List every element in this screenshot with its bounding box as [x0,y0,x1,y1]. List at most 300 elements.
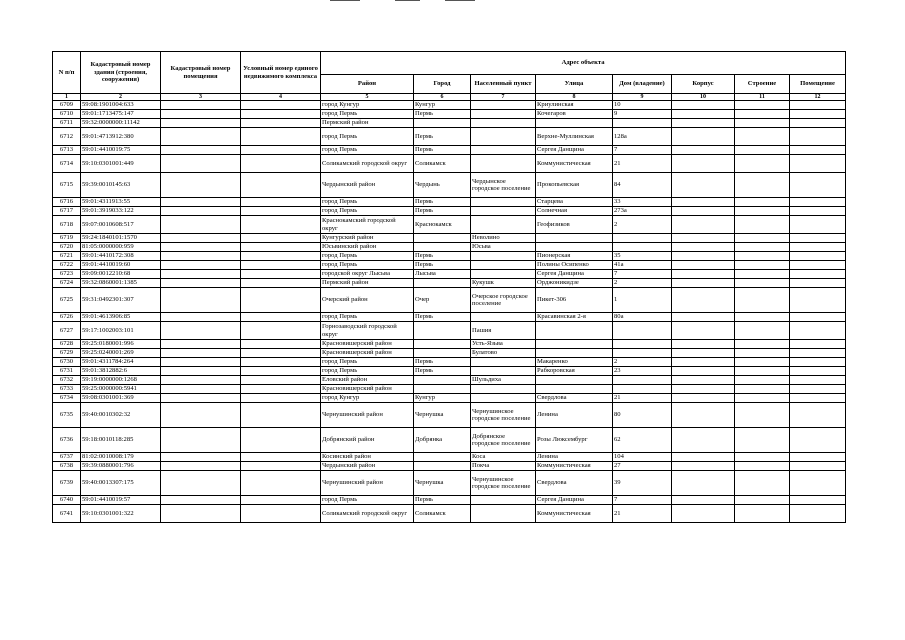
cell-row-number: 6741 [53,505,81,523]
cell-korpus [672,128,735,146]
cell-city [414,349,471,358]
cell-district: город Пермь [321,358,414,367]
cadastral-address-table [52,51,846,523]
cell-cadastral-room [161,216,241,234]
table-row [53,394,846,403]
cell-street: Сергея Данщина [536,496,613,505]
cell-settlement [471,101,536,110]
cell-pomeschenie [790,128,846,146]
cell-cadastral-room [161,322,241,340]
cell-pomeschenie [790,453,846,462]
cell-city [414,453,471,462]
column-number: 1 [53,94,81,101]
cell-row-number: 6723 [53,270,81,279]
cell-korpus [672,313,735,322]
cell-city [414,322,471,340]
table-row [53,340,846,349]
cell-cadastral-number: 59:39:0010145:63 [81,173,161,198]
column-number: 12 [790,94,846,101]
table-row [53,243,846,252]
cell-row-number: 6738 [53,462,81,471]
cell-cadastral-number: 59:18:0010118:285 [81,428,161,453]
cell-city: Пермь [414,110,471,119]
cell-pomeschenie [790,505,846,523]
cell-conditional-number [241,198,321,207]
cell-cadastral-number: 59:31:0492301:307 [81,288,161,313]
cell-house: 39 [613,471,672,496]
cell-conditional-number [241,349,321,358]
cell-cadastral-number: 59:08:1901004:633 [81,101,161,110]
cell-pomeschenie [790,385,846,394]
cell-house: 35 [613,252,672,261]
cell-city [414,119,471,128]
cell-street: Красавинская 2-я [536,313,613,322]
cell-cadastral-room [161,403,241,428]
cell-house: 27 [613,462,672,471]
cell-street: Ленина [536,453,613,462]
table-row [53,313,846,322]
column-number: 9 [613,94,672,101]
cell-pomeschenie [790,403,846,428]
cell-street: Макаренко [536,358,613,367]
cell-city: Краснокамск [414,216,471,234]
cell-house: 23 [613,367,672,376]
cell-korpus [672,288,735,313]
column-number: 10 [672,94,735,101]
cell-cadastral-number: 59:10:0301001:322 [81,505,161,523]
cell-cadastral-room [161,119,241,128]
table-row [53,453,846,462]
cell-cadastral-room [161,173,241,198]
cell-settlement: Усть-Язьва [471,340,536,349]
cell-street: Полины Осипенко [536,261,613,270]
cell-cadastral-number: 59:01:4410172:308 [81,252,161,261]
cell-house: 1 [613,288,672,313]
cell-house: 80 [613,403,672,428]
cell-settlement: Коса [471,453,536,462]
cell-pomeschenie [790,207,846,216]
cell-cadastral-room [161,358,241,367]
cell-district: Чернушинский район [321,471,414,496]
cell-conditional-number [241,173,321,198]
cell-row-number: 6711 [53,119,81,128]
cell-city: Кунгур [414,101,471,110]
cell-cadastral-number: 59:09:0012210:68 [81,270,161,279]
header-cadastral-room: Кадастровый номер помещения [161,52,241,94]
cell-settlement: Чердынское городское поселение [471,173,536,198]
table-row [53,471,846,496]
cell-pomeschenie [790,119,846,128]
cell-conditional-number [241,216,321,234]
cell-cadastral-room [161,146,241,155]
cell-row-number: 6735 [53,403,81,428]
column-number: 6 [414,94,471,101]
cell-row-number: 6714 [53,155,81,173]
cell-stroenie [735,462,790,471]
cell-pomeschenie [790,288,846,313]
cell-conditional-number [241,496,321,505]
cell-row-number: 6709 [53,101,81,110]
cell-conditional-number [241,367,321,376]
cell-pomeschenie [790,243,846,252]
table-row [53,110,846,119]
cell-pomeschenie [790,428,846,453]
cell-house: 84 [613,173,672,198]
cell-district: город Пермь [321,313,414,322]
column-number: 11 [735,94,790,101]
cell-city: Пермь [414,367,471,376]
column-number: 8 [536,94,613,101]
cell-stroenie [735,288,790,313]
cell-settlement [471,110,536,119]
cell-korpus [672,403,735,428]
cell-pomeschenie [790,198,846,207]
cell-street: Геофизиков [536,216,613,234]
cell-settlement [471,119,536,128]
cell-street [536,322,613,340]
cell-house [613,349,672,358]
cell-stroenie [735,313,790,322]
table-row [53,358,846,367]
cell-row-number: 6728 [53,340,81,349]
cell-stroenie [735,173,790,198]
cell-conditional-number [241,376,321,385]
cell-stroenie [735,207,790,216]
header-street: Улица [536,75,613,94]
cell-korpus [672,252,735,261]
cell-district: Соликамский городской округ [321,155,414,173]
cell-stroenie [735,146,790,155]
cell-street [536,119,613,128]
cell-conditional-number [241,207,321,216]
cell-conditional-number [241,385,321,394]
header-conditional-number: Условный номер единого недвижимого комплекса [241,52,321,94]
cell-district: Юсьвинский район [321,243,414,252]
cell-city: Пермь [414,358,471,367]
cell-pomeschenie [790,270,846,279]
cell-settlement: Булатово [471,349,536,358]
cell-street: Солнечная [536,207,613,216]
cell-conditional-number [241,403,321,428]
cell-pomeschenie [790,313,846,322]
cell-house: 80а [613,313,672,322]
table-row [53,279,846,288]
cell-conditional-number [241,270,321,279]
cell-city: Пермь [414,198,471,207]
cell-settlement: Юсьва [471,243,536,252]
cell-city: Добрянка [414,428,471,453]
cell-stroenie [735,128,790,146]
cell-cadastral-number: 59:01:4410019:60 [81,261,161,270]
cell-pomeschenie [790,110,846,119]
cell-korpus [672,385,735,394]
cell-house: 104 [613,453,672,462]
cell-district: город Пермь [321,261,414,270]
cell-stroenie [735,505,790,523]
cell-cadastral-room [161,110,241,119]
cell-cadastral-room [161,428,241,453]
cell-street: Кочегаров [536,110,613,119]
cell-district: город Пермь [321,207,414,216]
table-row [53,428,846,453]
cell-cadastral-number: 81:05:0000000:959 [81,243,161,252]
cell-cadastral-room [161,496,241,505]
table-row [53,119,846,128]
cell-settlement [471,270,536,279]
cell-house: 2 [613,358,672,367]
cell-city: Пермь [414,146,471,155]
cell-conditional-number [241,394,321,403]
cell-settlement: Кукушк [471,279,536,288]
cell-city: Пермь [414,496,471,505]
cell-cadastral-room [161,207,241,216]
cell-korpus [672,428,735,453]
header-number: N п/п [53,52,81,94]
cell-korpus [672,394,735,403]
cell-pomeschenie [790,340,846,349]
cell-korpus [672,261,735,270]
table-row [53,101,846,110]
cell-house: 2 [613,216,672,234]
cell-cadastral-room [161,279,241,288]
header-settlement: Населенный пункт [471,75,536,94]
cell-row-number: 6730 [53,358,81,367]
cell-cadastral-room [161,261,241,270]
cell-settlement [471,207,536,216]
cell-row-number: 6718 [53,216,81,234]
cell-settlement [471,313,536,322]
cell-cadastral-room [161,198,241,207]
cell-house [613,119,672,128]
cell-stroenie [735,234,790,243]
cell-stroenie [735,270,790,279]
cell-row-number: 6722 [53,261,81,270]
cell-city: Пермь [414,252,471,261]
cell-settlement [471,155,536,173]
cell-row-number: 6710 [53,110,81,119]
cell-settlement: Шульдиха [471,376,536,385]
cell-district: Краснокамский городской округ [321,216,414,234]
column-number: 3 [161,94,241,101]
cell-conditional-number [241,462,321,471]
cell-cadastral-number: 59:32:0860001:1385 [81,279,161,288]
cell-stroenie [735,471,790,496]
cell-cadastral-room [161,234,241,243]
cell-korpus [672,462,735,471]
cell-cadastral-room [161,155,241,173]
cell-district: Красновишерский район [321,340,414,349]
cell-stroenie [735,428,790,453]
cell-city: Чернушка [414,471,471,496]
cell-street: Криулинская [536,101,613,110]
cell-district: Чердынский район [321,462,414,471]
cell-stroenie [735,198,790,207]
cell-stroenie [735,322,790,340]
table-row [53,403,846,428]
cell-cadastral-number: 59:10:0301001:449 [81,155,161,173]
cell-korpus [672,155,735,173]
cell-pomeschenie [790,349,846,358]
cell-city [414,340,471,349]
cell-city: Кунгур [414,394,471,403]
cell-street: Ленина [536,403,613,428]
cell-district: Пермский район [321,279,414,288]
cell-korpus [672,376,735,385]
cell-row-number: 6740 [53,496,81,505]
cell-pomeschenie [790,496,846,505]
cell-korpus [672,496,735,505]
cell-cadastral-room [161,505,241,523]
cell-row-number: 6734 [53,394,81,403]
table-row [53,155,846,173]
table-row [53,505,846,523]
cell-settlement [471,367,536,376]
cell-district: Косинский район [321,453,414,462]
cell-city: Чернушка [414,403,471,428]
cell-district: Соликамский городской округ [321,505,414,523]
cell-stroenie [735,349,790,358]
cell-house: 7 [613,496,672,505]
cell-conditional-number [241,279,321,288]
cell-stroenie [735,403,790,428]
cell-house: 9 [613,110,672,119]
cell-cadastral-number: 59:01:4410019:57 [81,496,161,505]
table-row [53,252,846,261]
table-row [53,270,846,279]
cell-cadastral-number: 81:02:0010008:179 [81,453,161,462]
cell-district: Очерский район [321,288,414,313]
cell-conditional-number [241,358,321,367]
cell-row-number: 6739 [53,471,81,496]
cell-settlement [471,496,536,505]
cell-conditional-number [241,428,321,453]
cell-pomeschenie [790,471,846,496]
cell-house: 41а [613,261,672,270]
cell-pomeschenie [790,234,846,243]
cell-row-number: 6721 [53,252,81,261]
header-house: Дом (владение) [613,75,672,94]
cell-pomeschenie [790,261,846,270]
cell-street: Сергея Данщина [536,146,613,155]
table-row [53,385,846,394]
cell-cadastral-number: 59:01:4311913:55 [81,198,161,207]
cell-district: Красновишерский район [321,385,414,394]
cell-street: Пионерская [536,252,613,261]
cell-cadastral-number: 59:25:0000000:5941 [81,385,161,394]
header-cadastral-building: Кадастровый номер здания (строения, сооружения) [81,52,161,94]
cell-settlement: Добрянское городское поселение [471,428,536,453]
cell-conditional-number [241,110,321,119]
cell-pomeschenie [790,376,846,385]
cell-korpus [672,349,735,358]
cell-conditional-number [241,243,321,252]
cell-settlement: Чернушинское городское поселение [471,403,536,428]
cell-korpus [672,453,735,462]
column-number: 4 [241,94,321,101]
cell-street [536,376,613,385]
cell-house [613,243,672,252]
cell-korpus [672,146,735,155]
cell-row-number: 6717 [53,207,81,216]
table-row [53,128,846,146]
cell-cadastral-number: 59:01:3812882:6 [81,367,161,376]
cell-korpus [672,216,735,234]
cell-stroenie [735,394,790,403]
cell-pomeschenie [790,358,846,367]
cell-stroenie [735,279,790,288]
cell-korpus [672,322,735,340]
cell-cadastral-room [161,340,241,349]
cell-korpus [672,471,735,496]
cell-house: 62 [613,428,672,453]
cell-conditional-number [241,313,321,322]
header-korpus: Корпус [672,75,735,94]
cell-district: город Кунгур [321,394,414,403]
cell-city: Пермь [414,313,471,322]
cell-stroenie [735,243,790,252]
cell-stroenie [735,252,790,261]
cell-stroenie [735,155,790,173]
cell-house [613,234,672,243]
column-number: 2 [81,94,161,101]
cell-cadastral-room [161,288,241,313]
cell-city [414,385,471,394]
cell-settlement [471,146,536,155]
cell-korpus [672,101,735,110]
cell-cadastral-number: 59:01:1713475:147 [81,110,161,119]
cell-conditional-number [241,505,321,523]
cell-korpus [672,110,735,119]
cell-cadastral-number: 59:01:3919033:122 [81,207,161,216]
table-row [53,462,846,471]
cell-stroenie [735,119,790,128]
table-row [53,146,846,155]
cell-district: Кунгурский район [321,234,414,243]
cell-conditional-number [241,155,321,173]
cell-district: город Пермь [321,252,414,261]
cell-row-number: 6713 [53,146,81,155]
cell-house: 21 [613,505,672,523]
cell-street [536,349,613,358]
cell-cadastral-room [161,453,241,462]
cell-pomeschenie [790,394,846,403]
header-stroenie: Строение [735,75,790,94]
cell-street: Старцева [536,198,613,207]
cell-conditional-number [241,252,321,261]
cell-stroenie [735,110,790,119]
table-row [53,288,846,313]
cell-cadastral-room [161,462,241,471]
table-row [53,496,846,505]
cell-city: Очер [414,288,471,313]
cell-settlement [471,252,536,261]
header-city: Город [414,75,471,94]
cell-korpus [672,198,735,207]
cell-house: 10 [613,101,672,110]
header-address: Адрес объекта [321,52,846,75]
cell-street: Рабкоровская [536,367,613,376]
cell-street: Пикет-306 [536,288,613,313]
cell-district: город Пермь [321,128,414,146]
cell-row-number: 6727 [53,322,81,340]
cell-row-number: 6729 [53,349,81,358]
cell-row-number: 6731 [53,367,81,376]
cell-settlement [471,261,536,270]
cell-cadastral-number: 59:08:0301001:369 [81,394,161,403]
cell-street: Коммунистическая [536,155,613,173]
cell-stroenie [735,261,790,270]
cell-cadastral-room [161,394,241,403]
